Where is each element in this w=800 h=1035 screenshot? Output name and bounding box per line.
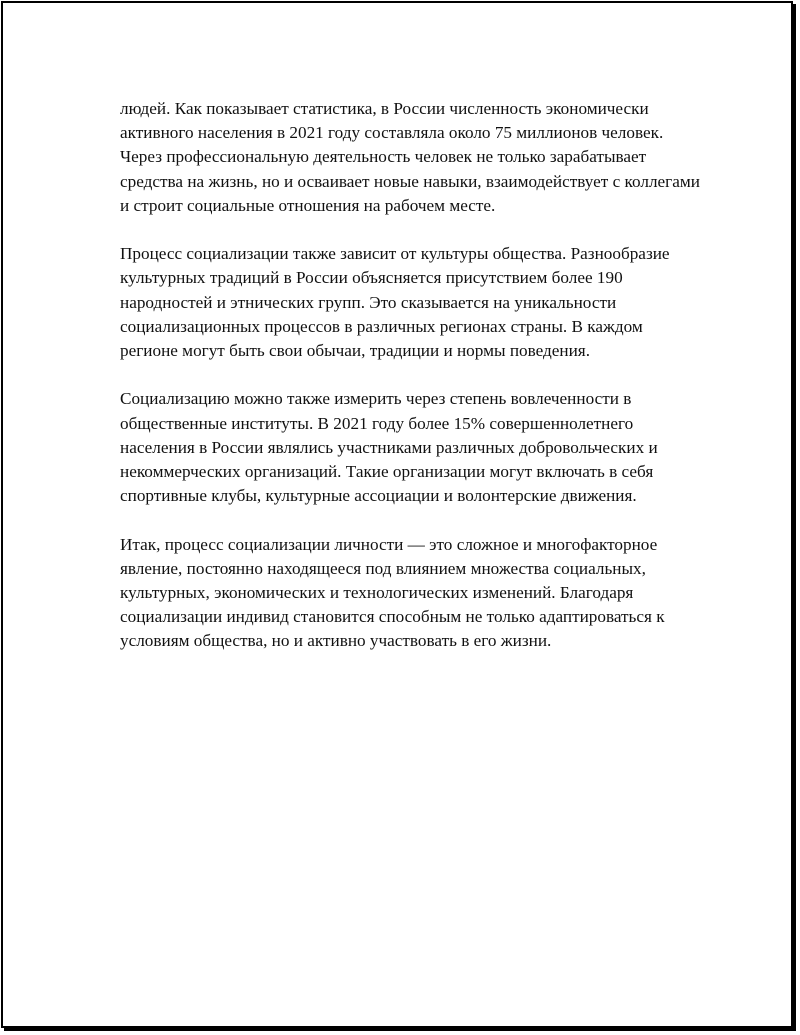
document-body	[120, 97, 700, 678]
paragraph-institutions: Социализацию можно также измерить через степень вовлеченности в общественные институты. В 2021 году более 15% совершеннолетнего населения в России являлись участниками различных добровольческих и некоммерческих организаций. Такие организации могут включать в себя спортивные клубы, культурные ассоциации и волонтерские движения.	[120, 389, 658, 506]
paragraph-conclusion: Итак, процесс социализации личности — это сложное и многофакторное явление, постоянно находящееся под влиянием множества социальных, культурных, экономических и технологических изменений. Благодаря социализации индивид становится способным не только адаптироваться к условиям общества, но и активно участвовать в его жизни.	[120, 534, 665, 651]
document-page	[1, 1, 793, 1028]
paragraph-work-statistics: людей. Как показывает статистика, в России численность экономически активного населения в 2021 году составляла около 75 миллионов человек. Через профессиональную деятельность человек не только зарабатывает средства на жизнь, но и осваивает новые навыки, взаимодействует с коллегами и строит социальные отношения на рабочем месте.	[120, 99, 700, 215]
paragraph-culture: Процесс социализации также зависит от культуры общества. Разнообразие культурных традиций в России объясняется присутствием более 190 народностей и этнических групп. Это сказывается на уникальности социализационных процессов в различных регионах страны. В каждом регионе могут быть свои обычаи, традиции и нормы поведения.	[120, 244, 670, 361]
